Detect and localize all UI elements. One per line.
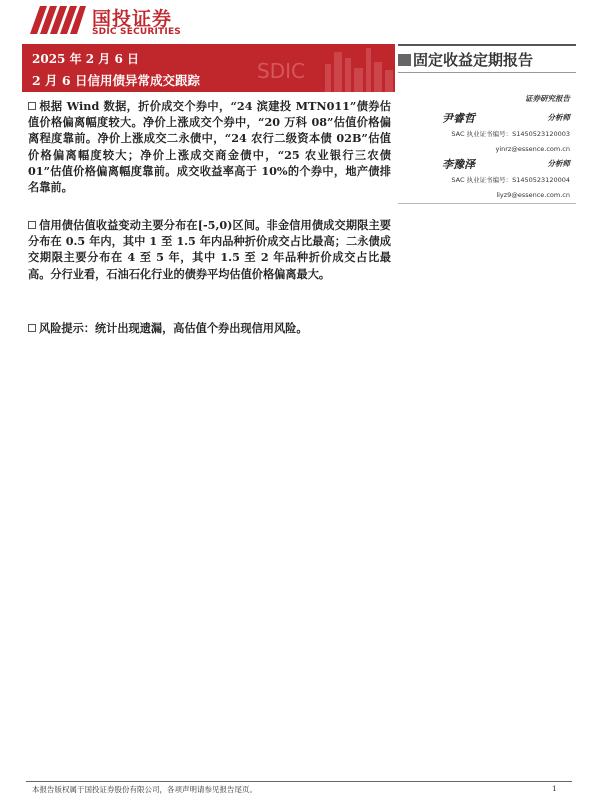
logo-stripes-icon xyxy=(30,6,86,34)
summary-paragraph xyxy=(28,98,391,195)
analyst-sac: SAC 执业证书编号：S1450523120004 xyxy=(451,176,570,184)
title-banner xyxy=(22,44,395,92)
report-type-divider xyxy=(398,72,576,73)
logo-name-cn: 国投证券 xyxy=(92,8,173,30)
paragraph-text: 根据 Wind 数据，折价成交个券中，“24 滨建投 MTN011”债券估值价格偏离幅度较大。净价上涨成交个券中，“20 万科 08”估值价格偏离程度靠前。净价上涨成交二永债中，“24 农行二级资本债 02B”估值价格偏离幅度较大；净价上涨成交商金债中，“25 农业银行三农债 01”估值价格偏离幅度靠前。成交收益率高于 10%的个券中，地产债排名靠前。 xyxy=(28,99,391,195)
svg-text:SDIC: SDIC xyxy=(257,59,305,83)
analyst-email[interactable]: liyz9@essence.com.cn xyxy=(496,191,570,199)
analyst-name: 李豫泽 xyxy=(442,158,475,171)
analyst-sac: SAC 执业证书编号：S1450523120003 xyxy=(451,130,570,138)
report-type-label: 固定收益定期报告 xyxy=(413,51,534,69)
analyst-card xyxy=(398,110,576,154)
report-category: 证券研究报告 xyxy=(525,94,570,103)
report-title: 2 月 6 日信用债异常成交跟踪 xyxy=(32,73,200,88)
footer-disclaimer: 本报告版权属于国投证券股份有限公司，各项声明请参见报告尾页。 xyxy=(32,785,257,794)
analyst-name: 尹睿哲 xyxy=(442,112,475,125)
analyst-email[interactable]: yinrz@essence.com.cn xyxy=(495,145,570,153)
page-number: 1 xyxy=(552,784,557,793)
report-type-heading xyxy=(398,44,576,70)
bullet-icon xyxy=(28,324,36,332)
paragraph-text: 风险提示：统计出现遗漏，高估值个券出现信用风险。 xyxy=(39,321,308,335)
square-icon xyxy=(398,54,411,66)
analyst-role: 分析师 xyxy=(547,113,570,122)
company-logo xyxy=(30,4,200,38)
risk-paragraph xyxy=(28,320,391,336)
paragraph-text: 信用债估值收益变动主要分布在[-5,0)区间。非金信用债成交期限主要分布在 0.5 年内，其中 1 至 1.5 年内品种折价成交占比最高；二永债成交期限主要分布在 4 至 5 年，其中 1.5 至 2 年品种折价成交占比最高。分行业看，石油石化行业的债券平均估值价格偏离最大。 xyxy=(28,218,391,281)
analyst-role: 分析师 xyxy=(547,159,570,168)
footer-divider xyxy=(26,781,572,782)
bullet-icon xyxy=(28,221,36,229)
logo-name-en: SDIC SECURITIES xyxy=(92,27,181,37)
summary-paragraph xyxy=(28,217,391,282)
city-skyline-graphic xyxy=(245,44,395,92)
bullet-icon xyxy=(28,102,36,110)
analyst-divider xyxy=(398,203,576,204)
report-date: 2025 年 2 月 6 日 xyxy=(32,52,139,66)
analyst-card xyxy=(398,156,576,200)
